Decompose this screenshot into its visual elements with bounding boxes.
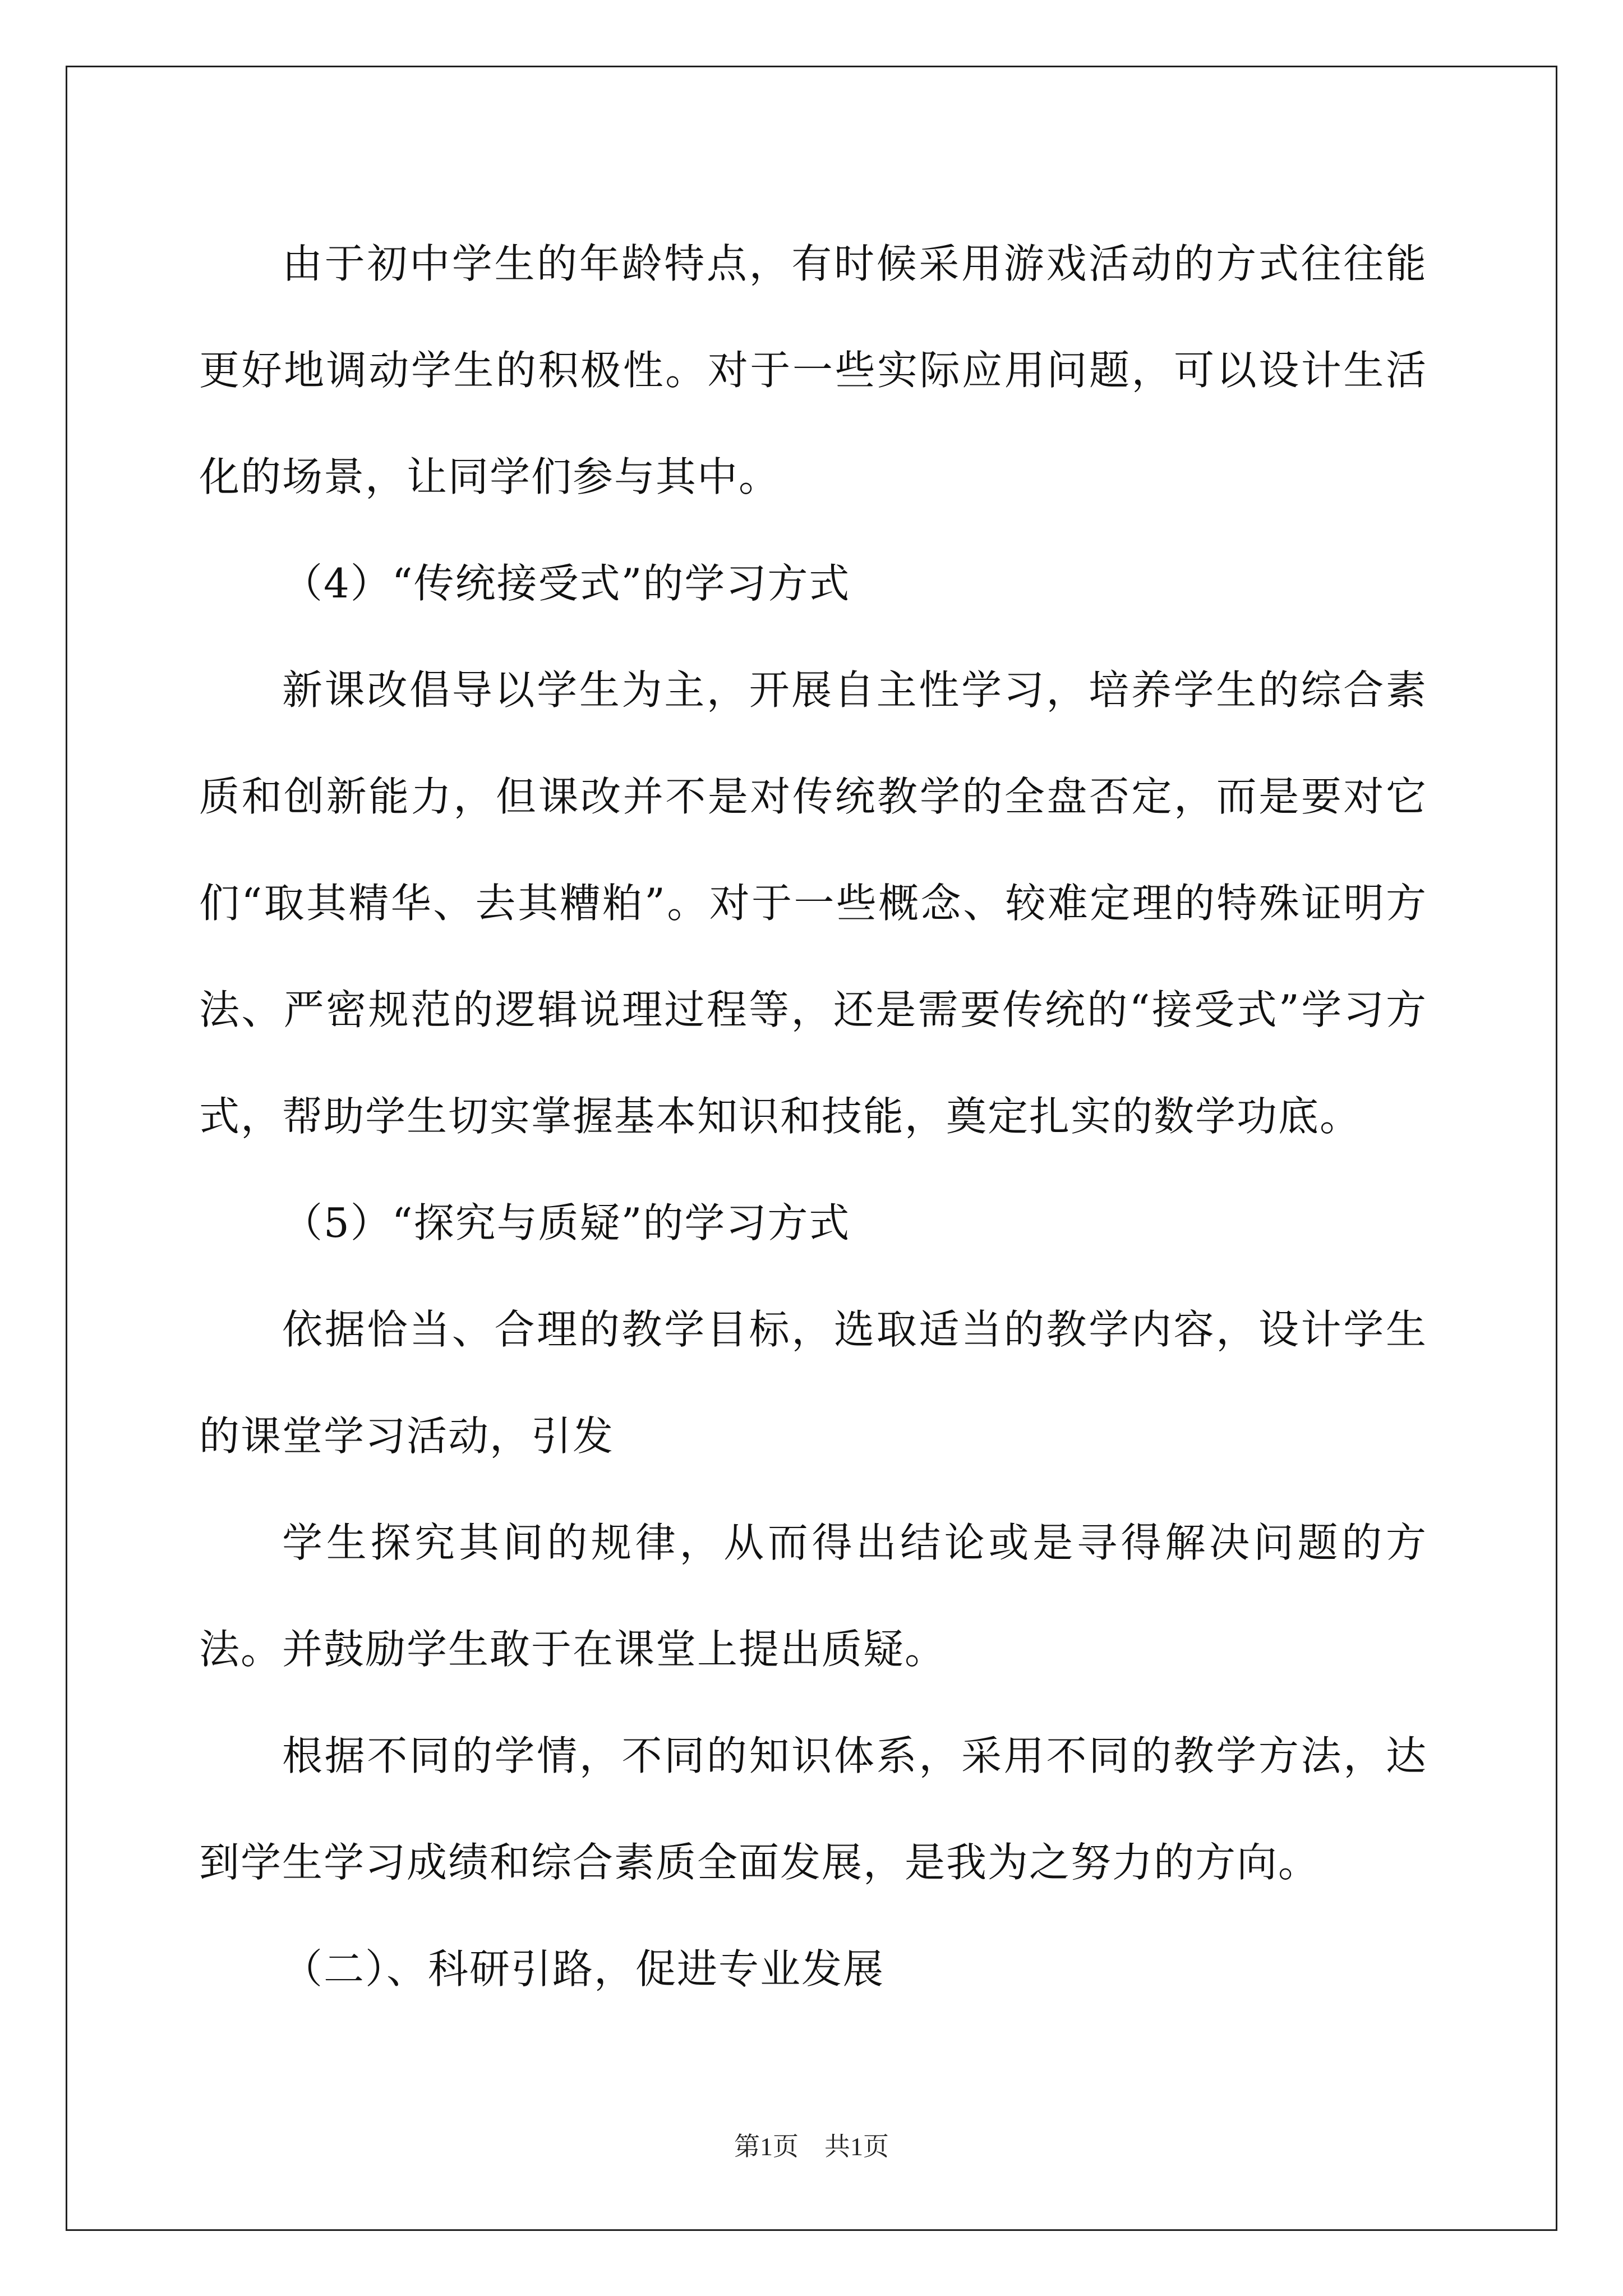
- body-paragraph: 新课改倡导以学生为主，开展自主性学习，培养学生的综合素质和创新能力，但课改并不是对传统教学的全盘否定，而是要对它们“取其精华、去其糟粕”。对于一些概念、较难定理的特殊证明方法、严密规范的逻辑说理过程等，还是需要传统的“接受式”学习方式，帮助学生切实掌握基本知识和技能，奠定扎实的数学功底。: [199, 666, 1427, 1140]
- body-paragraph: 依据恰当、合理的教学目标，选取适当的教学内容，设计学生的课堂学习活动，引发: [199, 1306, 1427, 1460]
- document-body: [199, 210, 1427, 2022]
- section-heading: （4）“传统接受式”的学习方式: [282, 560, 851, 607]
- body-paragraph: 根据不同的学情，不同的知识体系，采用不同的教学方法，达到学生学习成绩和综合素质全面发展，是我为之努力的方向。: [199, 1732, 1427, 1886]
- body-paragraph: 学生探究其间的规律，从而得出结论或是寻得解决问题的方法。并鼓励学生敢于在课堂上提出质疑。: [199, 1519, 1427, 1673]
- section-heading: （5）“探究与质疑”的学习方式: [282, 1199, 851, 1246]
- body-paragraph: 由于初中学生的年龄特点，有时候采用游戏活动的方式往往能更好地调动学生的积极性。对于一些实际应用问题，可以设计生活化的场景，让同学们参与其中。: [199, 240, 1427, 500]
- page-number-footer: 第1页 共1页: [734, 2132, 889, 2161]
- section-heading: （二）、科研引路，促进专业发展: [282, 1945, 885, 1993]
